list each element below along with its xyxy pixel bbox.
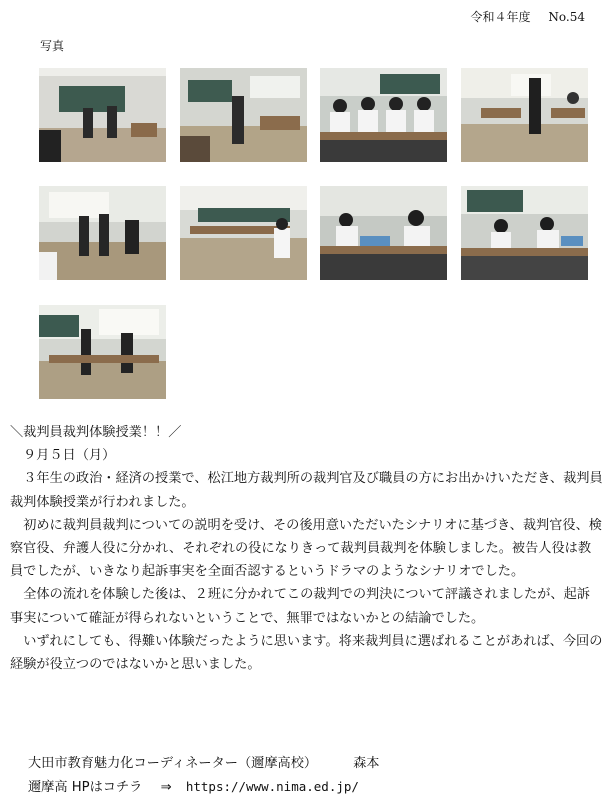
article <box>10 421 603 676</box>
article-date: ９月５日（月） <box>23 448 116 464</box>
issue-header <box>457 8 585 25</box>
photo-4 <box>461 68 588 162</box>
year-label: 令和４年度 <box>470 10 531 24</box>
photo-6 <box>180 186 307 280</box>
author-name: 森本 <box>353 756 380 771</box>
photo-1 <box>39 68 166 162</box>
article-paragraph: 初めに裁判員裁判についての説明を受け、その後用意いただいたシナリオに基づき、裁判官役、検察官役、弁護人役に分かれ、それぞれの役になりきって裁判員裁判を体験しました。被告人役は教員でしたが、いきなり起訴事実を全面否認するというドラマのようなシナリオでした。 <box>10 517 602 580</box>
author-title: 大田市教育魅力化コーディネーター（邇摩高校） <box>28 756 318 771</box>
article-paragraph: 全体の流れを体験した後は、２班に分かれてこの裁判での判決について評議されましたが、起訴事実について確証が得られないということで、無罪ではないかとの結論でした。 <box>10 587 590 626</box>
photos-label: 写真 <box>40 39 65 53</box>
hp-label: 邇摩高 HPはコチラ <box>28 780 143 795</box>
photo-8 <box>461 186 588 280</box>
article-paragraph: いずれにしても、得難い体験だったように思います。将来裁判員に選ばれることがあれば、今回の経験が役立つのではないかと思いました。 <box>10 633 603 673</box>
photo-9 <box>39 305 166 399</box>
right-arrow-icon: ⇒ <box>160 780 172 795</box>
photo-7 <box>320 186 447 280</box>
footer <box>28 752 379 799</box>
homepage-link[interactable]: https://www.nima.ed.jp/ <box>185 779 359 794</box>
photo-3 <box>320 68 447 162</box>
article-paragraph: ３年生の政治・経済の授業で、松江地方裁判所の裁判官及び職員の方にお出かけいただき、裁判員裁判体験授業が行われました。 <box>10 471 603 510</box>
photo-2 <box>180 68 307 162</box>
article-title: ＼裁判員裁判体験授業！！／ <box>10 425 182 440</box>
issue-number: No.54 <box>548 10 585 24</box>
photo-5 <box>39 186 166 280</box>
